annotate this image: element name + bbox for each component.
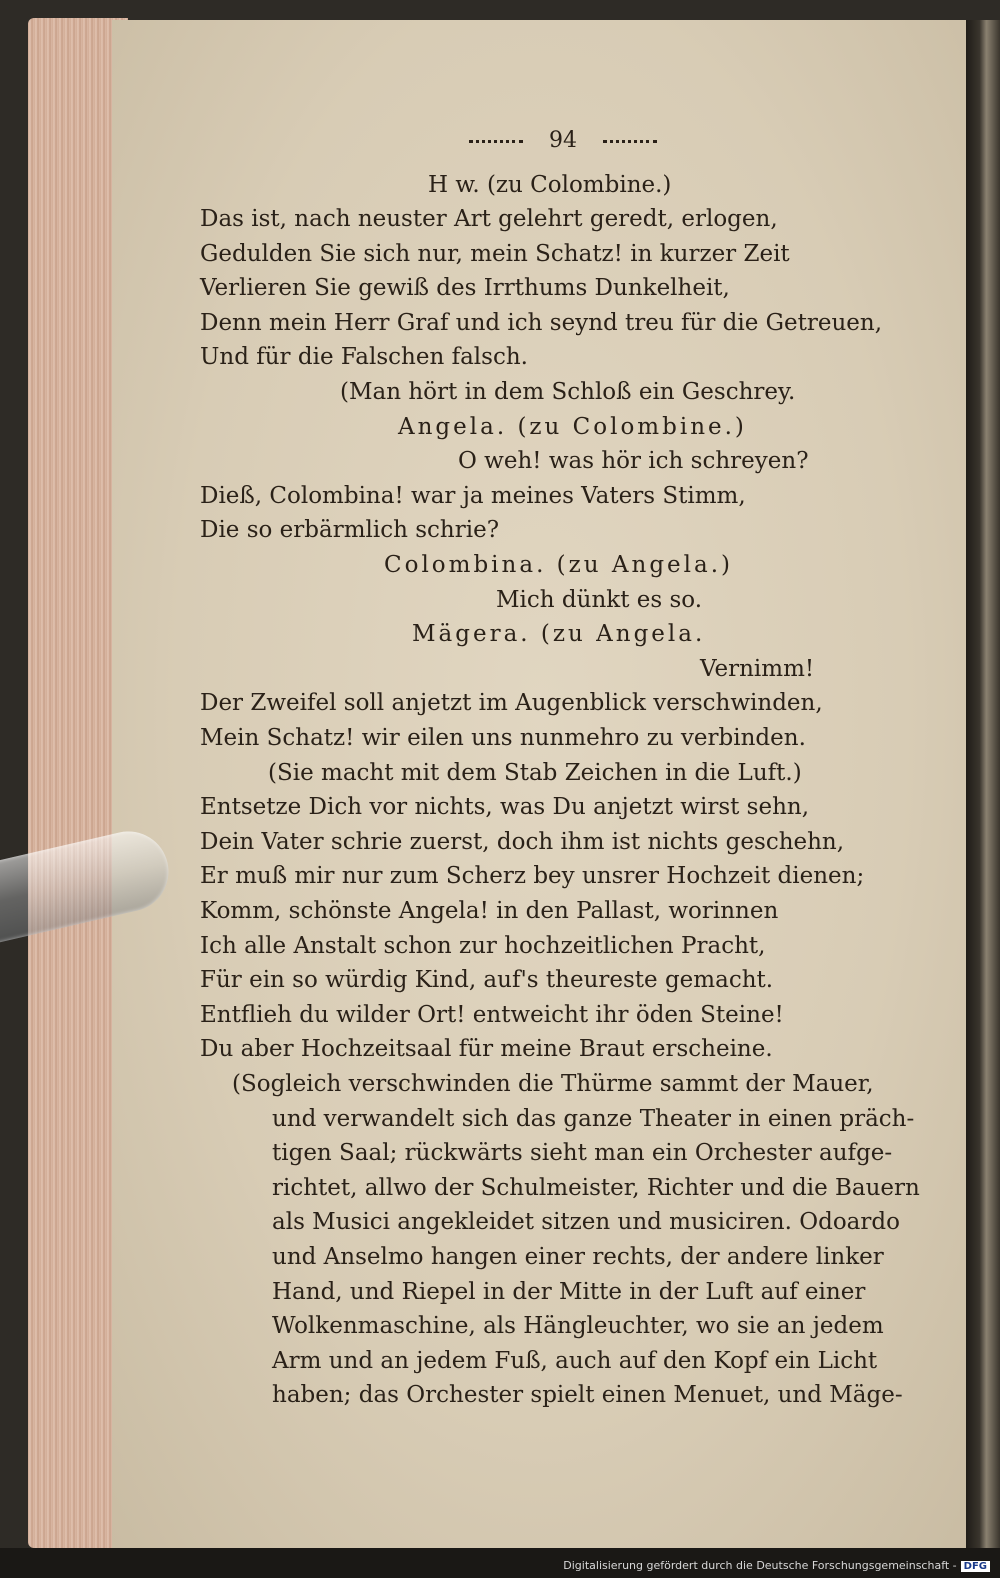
speaker-line: Angela. (zu Colombine.) — [398, 414, 747, 440]
stage-direction: als Musici angekleidet sitzen und musiciren. Odoardo — [272, 1209, 900, 1235]
text-line: Das ist, nach neuster Art gelehrt geredt, erlogen, — [200, 206, 778, 232]
stage-direction: (Man hört in dem Schloß ein Geschrey. — [340, 379, 796, 405]
text-line: O weh! was hör ich schreyen? — [458, 448, 809, 474]
stage-direction: (Sie macht mit dem Stab Zeichen in die Luft.) — [268, 760, 802, 786]
text-line: Und für die Falschen falsch. — [200, 344, 528, 370]
text-line: Entflieh du wilder Ort! entweicht ihr öden Steine! — [200, 1002, 784, 1028]
stage-direction: Wolkenmaschine, als Hängleuchter, wo sie an jedem — [272, 1313, 884, 1339]
text-line: Ich alle Anstalt schon zur hochzeitlichen Pracht, — [200, 933, 766, 959]
text-line: Für ein so würdig Kind, auf's theureste gemacht. — [200, 967, 774, 993]
dfg-logo: DFG — [961, 1561, 990, 1572]
footer-credit-text: Digitalisierung gefördert durch die Deutsche Forschungsgemeinschaft - — [563, 1559, 957, 1572]
text-line: Komm, schönste Angela! in den Pallast, worinnen — [200, 898, 779, 924]
text-line: Die so erbärmlich schrie? — [200, 517, 500, 543]
text-line: Dieß, Colombina! war ja meines Vaters Stimm, — [200, 483, 746, 509]
text-line: Vernimm! — [700, 656, 815, 682]
speaker-line: Colombina. (zu Angela.) — [384, 552, 734, 578]
stage-direction: und Anselmo hangen einer rechts, der andere linker — [272, 1244, 884, 1270]
text-line: Entsetze Dich vor nichts, was Du anjetzt wirst sehn, — [200, 794, 810, 820]
page-number: 94 — [549, 128, 577, 153]
stage-direction: haben; das Orchester spielt einen Menuet, und Mäge- — [272, 1382, 903, 1408]
text-line: Dein Vater schrie zuerst, doch ihm ist nichts geschehn, — [200, 829, 845, 855]
text-line: Mein Schatz! wir eilen uns nunmehro zu verbinden. — [200, 725, 806, 751]
speaker-line: H w. (zu Colombine.) — [428, 172, 672, 198]
text-line: Verlieren Sie gewiß des Irrthums Dunkelheit, — [200, 275, 730, 301]
text-line: Mich dünkt es so. — [496, 587, 703, 613]
stage-direction: tigen Saal; rückwärts sieht man ein Orchester aufge- — [272, 1140, 893, 1166]
text-line: Gedulden Sie sich nur, mein Schatz! in kurzer Zeit — [200, 241, 790, 267]
stage-direction: Hand, und Riepel in der Mitte in der Luft auf einer — [272, 1279, 866, 1305]
footer-credit — [563, 1559, 990, 1572]
text-line: Der Zweifel soll anjetzt im Augenblick verschwinden, — [200, 690, 823, 716]
footer-bar — [0, 1548, 1000, 1578]
text-line: Denn mein Herr Graf und ich seynd treu für die Getreuen, — [200, 310, 883, 336]
stage-direction: und verwandelt sich das ganze Theater in einen präch- — [272, 1106, 915, 1132]
stage-direction: (Sogleich verschwinden die Thürme sammt der Mauer, — [232, 1071, 874, 1097]
stage-direction: richtet, allwo der Schulmeister, Richter und die Bauern — [272, 1175, 920, 1201]
stage-direction: Arm und an jedem Fuß, auch auf den Kopf ein Licht — [272, 1348, 878, 1374]
text-line: Du aber Hochzeitsaal für meine Braut erscheine. — [200, 1036, 773, 1062]
text-line: Er muß mir nur zum Scherz bey unsrer Hochzeit dienen; — [200, 863, 865, 889]
speaker-line: Mägera. (zu Angela. — [412, 621, 706, 647]
